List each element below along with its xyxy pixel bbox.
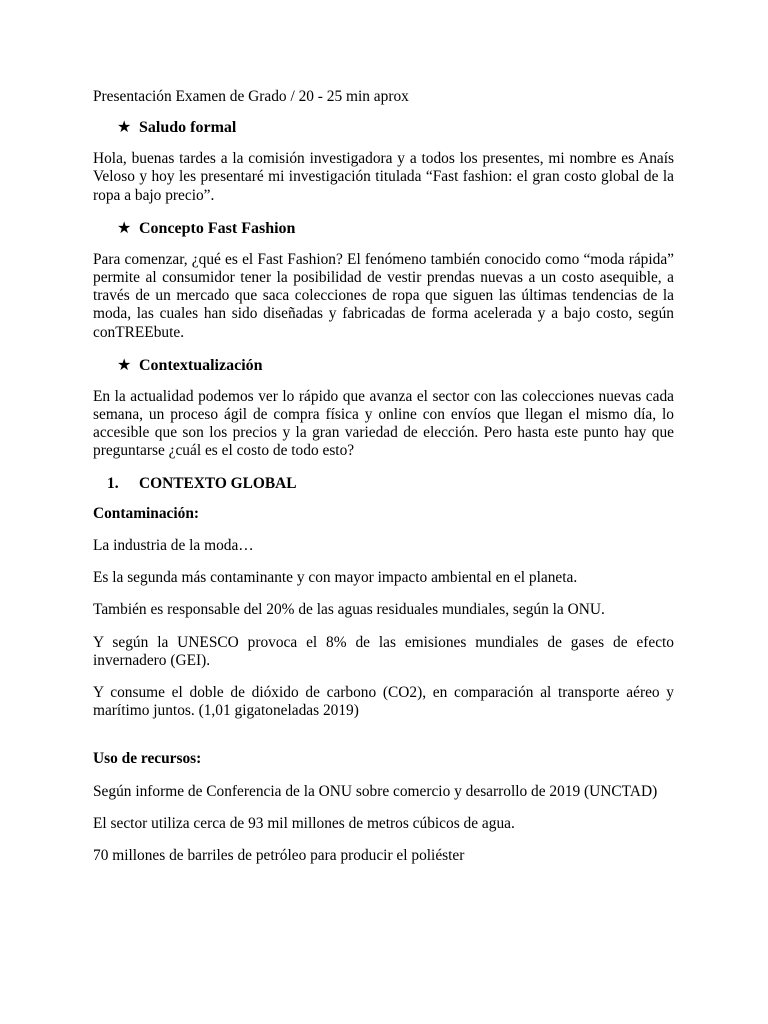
section-heading-concepto: [117, 219, 674, 239]
heading-text: Saludo formal: [139, 119, 237, 137]
list-item: Y según la UNESCO provoca el 8% de las emisiones mundiales de gases de efecto invernadero (GEI).: [93, 633, 674, 669]
document-page: [93, 88, 674, 879]
list-item: 70 millones de barriles de petróleo para producir el poliéster: [93, 847, 465, 865]
label-contaminacion: Contaminación:: [93, 504, 200, 522]
list-item: Y consume el doble de dióxido de carbono (CO2), en comparación al transporte aéreo y marítimo juntos. (1,01 gigatoneladas 2019): [93, 684, 674, 720]
list-item: También es responsable del 20% de las aguas residuales mundiales, según la ONU.: [93, 601, 605, 619]
star-icon: ★: [117, 219, 132, 237]
paragraph-saludo: Hola, buenas tardes a la comisión investigadora y a todos los presentes, mi nombre es Anaís Veloso y hoy les presentaré mi investigación titulada “Fast fashion: el gran costo global de la ropa a bajo precio”.: [93, 150, 674, 204]
star-icon: ★: [117, 119, 132, 137]
document-header: Presentación Examen de Grado / 20 - 25 min aprox: [93, 88, 409, 105]
paragraph-concepto: Para comenzar, ¿qué es el Fast Fashion? El fenómeno también conocido como “moda rápida” permite al consumidor tener la posibilidad de vestir prendas nuevas a un costo asequible, a través de un mercado que saca colecciones de ropa que siguen las últimas tendencias de la moda, las cuales han sido diseñadas y fabricadas de forma acelerada y a bajo costo, según conTREEbute.: [93, 250, 674, 341]
spacer: [93, 734, 674, 750]
list-number: 1.: [107, 474, 119, 492]
paragraph-contexto: En la actualidad podemos ver lo rápido que avanza el sector con las colecciones nuevas cada semana, un proceso ágil de compra física y online con envíos que llegan el mismo día, lo accesible que son los precios y la gran variedad de elección. Pero hasta este punto hay que preguntarse ¿cuál es el costo de todo esto?: [93, 387, 674, 460]
numbered-heading-contexto-global: [107, 475, 674, 493]
list-item: Es la segunda más contaminante y con mayor impacto ambiental en el planeta.: [93, 569, 578, 587]
list-item: Según informe de Conferencia de la ONU sobre comercio y desarrollo de 2019 (UNCTAD): [93, 782, 658, 800]
section-heading-saludo: [117, 118, 674, 138]
star-icon: ★: [117, 356, 132, 374]
section-heading-contexto: [117, 356, 674, 376]
heading-text: CONTEXTO GLOBAL: [139, 474, 297, 492]
list-item: El sector utiliza cerca de 93 mil millones de metros cúbicos de agua.: [93, 814, 515, 832]
label-recursos: Uso de recursos:: [93, 750, 202, 768]
heading-text: Contextualización: [139, 356, 263, 374]
list-item: La industria de la moda…: [93, 537, 254, 555]
heading-text: Concepto Fast Fashion: [139, 219, 296, 237]
